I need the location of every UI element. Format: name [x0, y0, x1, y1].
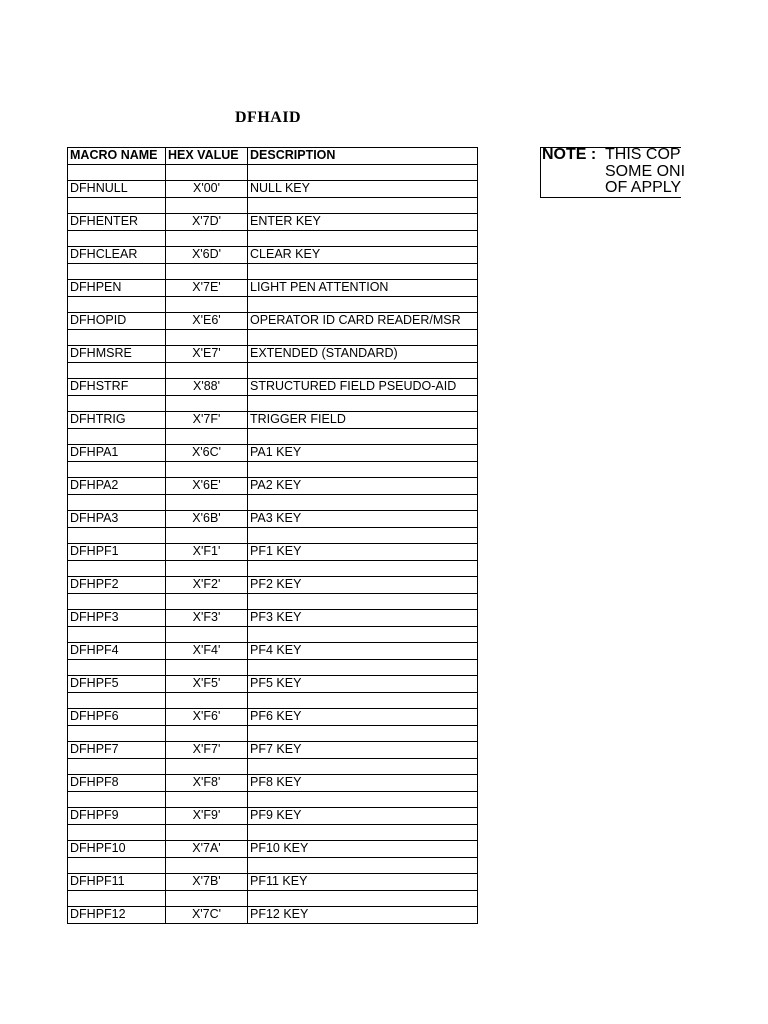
description-cell: OPERATOR ID CARD READER/MSR: [248, 313, 478, 330]
hex-value-cell: X'F2': [166, 577, 248, 594]
table-cell-empty: [248, 626, 478, 643]
table-cell-empty: [166, 197, 248, 214]
table-spacer-row: [68, 230, 478, 247]
header-description: DESCRIPTION: [248, 148, 478, 165]
macro-name-cell: DFHPF4: [68, 643, 166, 660]
macro-name-cell: DFHCLEAR: [68, 247, 166, 264]
table-spacer-row: [68, 164, 478, 181]
macro-name-cell: DFHPF5: [68, 676, 166, 693]
macro-name-cell: DFHSTRF: [68, 379, 166, 396]
table-row: [68, 412, 478, 429]
table-cell-empty: [248, 725, 478, 742]
description-cell: PA3 KEY: [248, 511, 478, 528]
table-row: [68, 181, 478, 198]
table-spacer-row: [68, 428, 478, 445]
note-line: OF APPLY: [605, 179, 682, 196]
hex-value-cell: X'E7': [166, 346, 248, 363]
table-cell-empty: [68, 758, 166, 775]
table-cell-empty: [68, 890, 166, 907]
description-cell: PA2 KEY: [248, 478, 478, 495]
header-hex-value: HEX VALUE: [166, 148, 248, 165]
header-macro-name: MACRO NAME: [68, 148, 166, 165]
table-cell-empty: [248, 461, 478, 478]
table-cell-empty: [166, 395, 248, 412]
macro-name-cell: DFHPA1: [68, 445, 166, 462]
macro-name-cell: DFHPF10: [68, 841, 166, 858]
table-row: [68, 544, 478, 561]
macro-name-cell: DFHPF11: [68, 874, 166, 891]
table-cell-empty: [166, 890, 248, 907]
table-cell-empty: [166, 296, 248, 313]
description-cell: PF1 KEY: [248, 544, 478, 561]
table-spacer-row: [68, 857, 478, 874]
table-cell-empty: [248, 494, 478, 511]
table-spacer-row: [68, 263, 478, 280]
description-cell: PF10 KEY: [248, 841, 478, 858]
macro-name-cell: DFHPF6: [68, 709, 166, 726]
table-row: [68, 379, 478, 396]
note-clip: [540, 140, 686, 210]
table-cell-empty: [68, 659, 166, 676]
description-cell: EXTENDED (STANDARD): [248, 346, 478, 363]
table-cell-empty: [248, 824, 478, 841]
description-cell: PF3 KEY: [248, 610, 478, 627]
table-cell-empty: [248, 560, 478, 577]
table-spacer-row: [68, 890, 478, 907]
table-cell-empty: [166, 791, 248, 808]
table-cell-empty: [248, 758, 478, 775]
hex-value-cell: X'F9': [166, 808, 248, 825]
description-cell: STRUCTURED FIELD PSEUDO-AID: [248, 379, 478, 396]
hex-value-cell: X'7E': [166, 280, 248, 297]
table-cell-empty: [166, 164, 248, 181]
hex-value-cell: X'6D': [166, 247, 248, 264]
table-cell-empty: [248, 197, 478, 214]
table-row: [68, 511, 478, 528]
description-cell: PF6 KEY: [248, 709, 478, 726]
table-spacer-row: [68, 725, 478, 742]
note-label: NOTE :: [542, 146, 597, 163]
table-cell-empty: [248, 362, 478, 379]
description-cell: CLEAR KEY: [248, 247, 478, 264]
hex-value-cell: X'F6': [166, 709, 248, 726]
table-row: [68, 445, 478, 462]
table-spacer-row: [68, 329, 478, 346]
table-cell-empty: [68, 230, 166, 247]
macro-name-cell: DFHPF2: [68, 577, 166, 594]
macro-name-cell: DFHPF7: [68, 742, 166, 759]
table-cell-empty: [248, 164, 478, 181]
table-spacer-row: [68, 494, 478, 511]
table-cell-empty: [166, 824, 248, 841]
table-cell-empty: [166, 758, 248, 775]
macro-name-cell: DFHPF1: [68, 544, 166, 561]
table-spacer-row: [68, 362, 478, 379]
table-cell-empty: [68, 527, 166, 544]
table-cell-empty: [166, 527, 248, 544]
table-cell-empty: [68, 197, 166, 214]
table-row: [68, 808, 478, 825]
description-cell: PF4 KEY: [248, 643, 478, 660]
description-cell: PF2 KEY: [248, 577, 478, 594]
hex-value-cell: X'7C': [166, 907, 248, 924]
table-cell-empty: [68, 824, 166, 841]
hex-value-cell: X'7A': [166, 841, 248, 858]
table-cell-empty: [166, 329, 248, 346]
table-row: [68, 907, 478, 924]
table-cell-empty: [68, 626, 166, 643]
table-spacer-row: [68, 626, 478, 643]
table-cell-empty: [248, 791, 478, 808]
table-cell-empty: [68, 329, 166, 346]
table-row: [68, 313, 478, 330]
macro-name-cell: DFHMSRE: [68, 346, 166, 363]
table-cell-empty: [68, 461, 166, 478]
macro-name-cell: DFHPF8: [68, 775, 166, 792]
table-cell-empty: [68, 791, 166, 808]
table-row: [68, 643, 478, 660]
table-cell-empty: [166, 362, 248, 379]
table-cell-empty: [68, 362, 166, 379]
description-cell: ENTER KEY: [248, 214, 478, 231]
macro-name-cell: DFHPA3: [68, 511, 166, 528]
description-cell: PF12 KEY: [248, 907, 478, 924]
table-cell-empty: [68, 296, 166, 313]
macro-name-cell: DFHPF12: [68, 907, 166, 924]
table-cell-empty: [248, 230, 478, 247]
hex-value-cell: X'F1': [166, 544, 248, 561]
description-cell: TRIGGER FIELD: [248, 412, 478, 429]
table-cell-empty: [248, 890, 478, 907]
table-cell-empty: [248, 857, 478, 874]
table-spacer-row: [68, 758, 478, 775]
table-cell-empty: [166, 725, 248, 742]
table-cell-empty: [248, 263, 478, 280]
table-cell-empty: [166, 560, 248, 577]
hex-value-cell: X'F4': [166, 643, 248, 660]
table-row: [68, 610, 478, 627]
table-spacer-row: [68, 593, 478, 610]
table-row: [68, 247, 478, 264]
hex-value-cell: X'F5': [166, 676, 248, 693]
table-row: [68, 478, 478, 495]
hex-value-cell: X'6B': [166, 511, 248, 528]
hex-value-cell: X'88': [166, 379, 248, 396]
table-row: [68, 280, 478, 297]
table-cell-empty: [166, 263, 248, 280]
table-cell-empty: [68, 857, 166, 874]
table-spacer-row: [68, 791, 478, 808]
hex-value-cell: X'F8': [166, 775, 248, 792]
note-line: SOME ONI: [605, 162, 686, 180]
table-header-row: [68, 148, 478, 165]
table-cell-empty: [68, 263, 166, 280]
table-spacer-row: [68, 560, 478, 577]
table-cell-empty: [68, 428, 166, 445]
table-cell-empty: [248, 527, 478, 544]
hex-value-cell: X'6C': [166, 445, 248, 462]
table-cell-empty: [166, 857, 248, 874]
table-row: [68, 577, 478, 594]
note-line: THIS COP: [605, 146, 681, 163]
table-row: [68, 841, 478, 858]
description-cell: PF8 KEY: [248, 775, 478, 792]
table-cell-empty: [248, 329, 478, 346]
macro-name-cell: DFHTRIG: [68, 412, 166, 429]
description-cell: PF7 KEY: [248, 742, 478, 759]
hex-value-cell: X'F7': [166, 742, 248, 759]
macro-name-cell: DFHPEN: [68, 280, 166, 297]
table-row: [68, 874, 478, 891]
macro-name-cell: DFHENTER: [68, 214, 166, 231]
table-cell-empty: [166, 626, 248, 643]
table-cell-empty: [166, 593, 248, 610]
table-cell-empty: [166, 230, 248, 247]
macro-name-cell: DFHPA2: [68, 478, 166, 495]
table-cell-empty: [248, 659, 478, 676]
hex-value-cell: X'7D': [166, 214, 248, 231]
description-cell: LIGHT PEN ATTENTION: [248, 280, 478, 297]
table-cell-empty: [166, 494, 248, 511]
table-row: [68, 742, 478, 759]
table-cell-empty: [248, 692, 478, 709]
hex-value-cell: X'7F': [166, 412, 248, 429]
table-cell-empty: [166, 659, 248, 676]
table-cell-empty: [68, 494, 166, 511]
description-cell: PA1 KEY: [248, 445, 478, 462]
table-cell-empty: [68, 725, 166, 742]
macro-name-cell: DFHPF3: [68, 610, 166, 627]
description-cell: PF11 KEY: [248, 874, 478, 891]
table-spacer-row: [68, 659, 478, 676]
table-cell-empty: [68, 692, 166, 709]
table-body: [68, 164, 478, 923]
table-cell-empty: [166, 692, 248, 709]
hex-value-cell: X'00': [166, 181, 248, 198]
table-cell-empty: [166, 461, 248, 478]
table-row: [68, 709, 478, 726]
hex-value-cell: X'6E': [166, 478, 248, 495]
table-cell-empty: [68, 164, 166, 181]
table-cell-empty: [68, 395, 166, 412]
macro-name-cell: DFHOPID: [68, 313, 166, 330]
table-cell-empty: [248, 296, 478, 313]
table-row: [68, 775, 478, 792]
table-spacer-row: [68, 692, 478, 709]
hex-value-cell: X'F3': [166, 610, 248, 627]
table-spacer-row: [68, 197, 478, 214]
table-row: [68, 346, 478, 363]
macro-name-cell: DFHNULL: [68, 181, 166, 198]
table-spacer-row: [68, 296, 478, 313]
table-cell-empty: [248, 428, 478, 445]
table-row: [68, 214, 478, 231]
table-cell-empty: [68, 560, 166, 577]
description-cell: PF5 KEY: [248, 676, 478, 693]
table-spacer-row: [68, 461, 478, 478]
table-spacer-row: [68, 824, 478, 841]
table-spacer-row: [68, 395, 478, 412]
table-row: [68, 676, 478, 693]
table-spacer-row: [68, 527, 478, 544]
table-cell-empty: [166, 428, 248, 445]
table-cell-empty: [248, 593, 478, 610]
table-cell-empty: [248, 395, 478, 412]
page-title: DFHAID: [235, 109, 302, 126]
description-cell: NULL KEY: [248, 181, 478, 198]
aid-table: [67, 147, 478, 924]
hex-value-cell: X'7B': [166, 874, 248, 891]
description-cell: PF9 KEY: [248, 808, 478, 825]
hex-value-cell: X'E6': [166, 313, 248, 330]
note-text: [605, 146, 685, 196]
table-cell-empty: [68, 593, 166, 610]
macro-name-cell: DFHPF9: [68, 808, 166, 825]
